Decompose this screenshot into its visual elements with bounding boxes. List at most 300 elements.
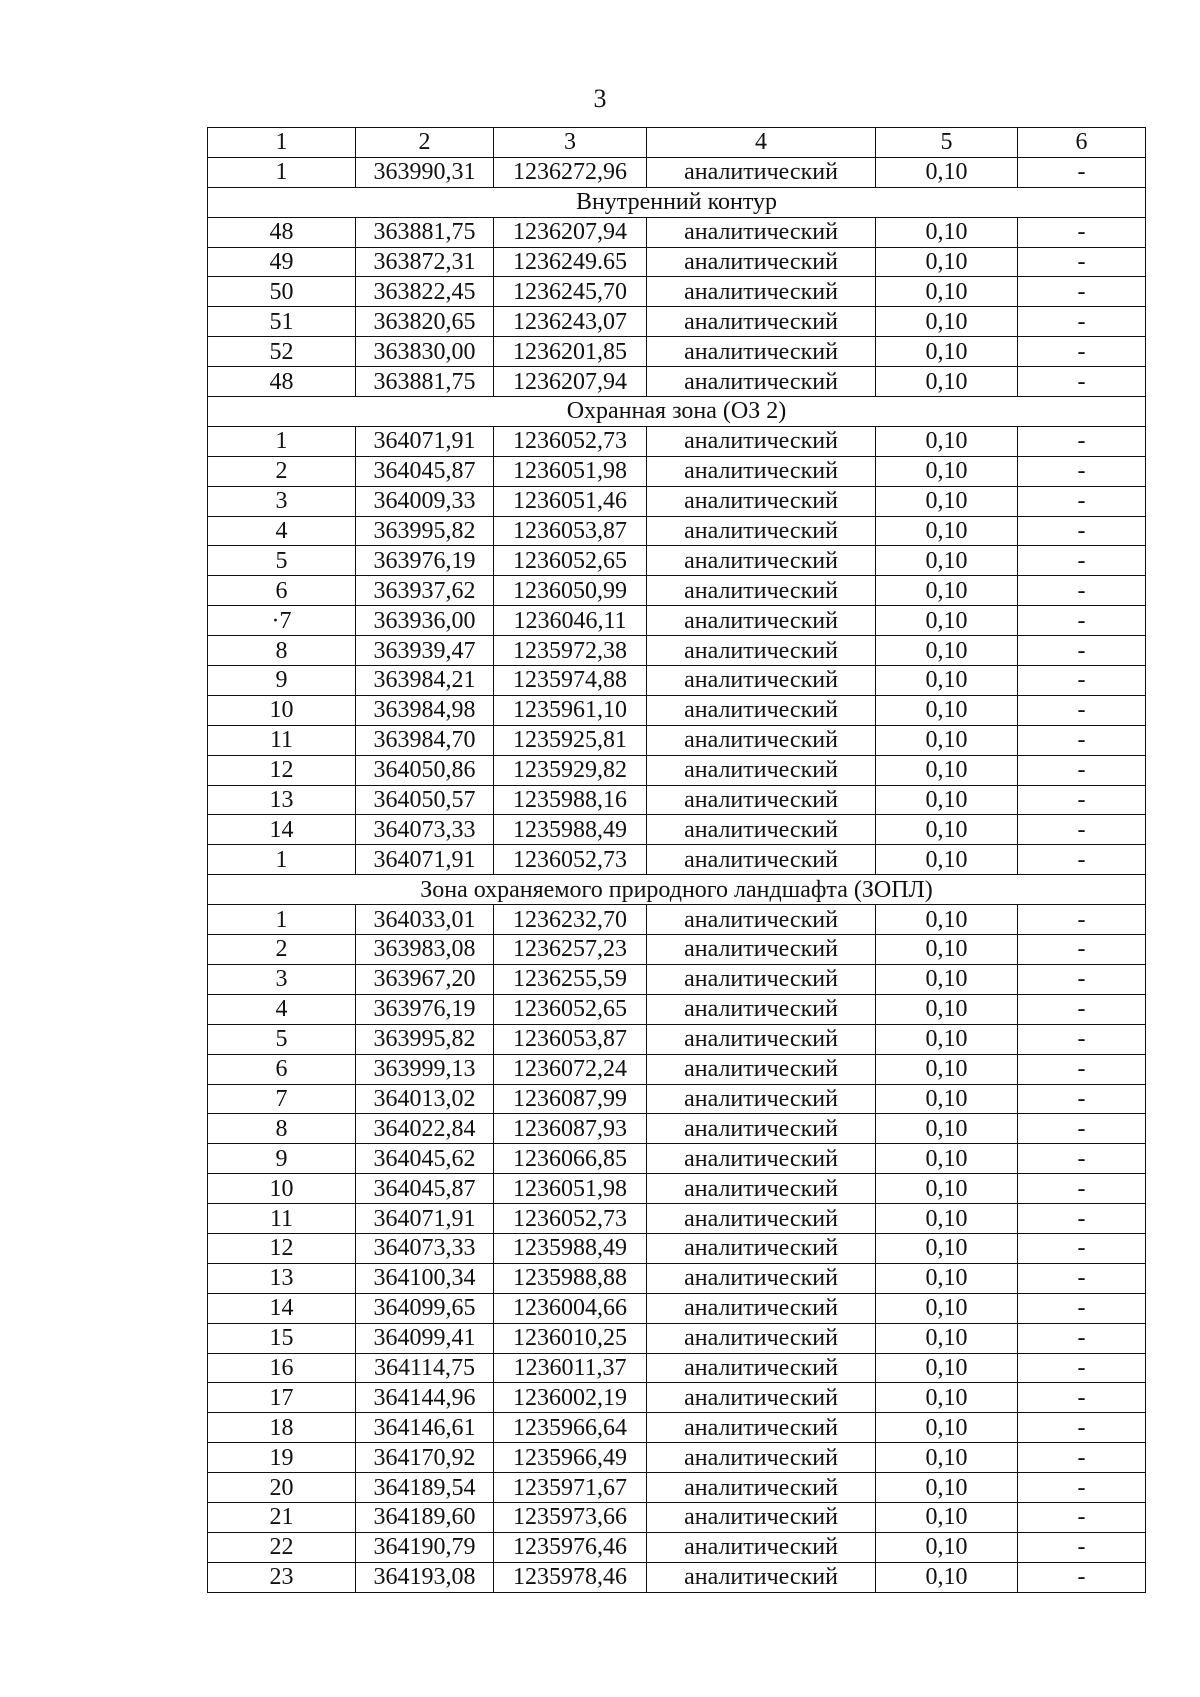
- y-coordinate-cell: 1236052,73: [494, 426, 647, 456]
- accuracy-cell: 0,10: [876, 666, 1018, 696]
- point-number-cell: 13: [208, 785, 356, 815]
- x-coordinate-cell: 363881,75: [356, 217, 494, 247]
- method-cell: аналитический: [647, 337, 876, 367]
- table-row: [208, 1024, 1146, 1054]
- x-coordinate-cell: 364022,84: [356, 1114, 494, 1144]
- note-cell: -: [1018, 964, 1146, 994]
- y-coordinate-cell: 1235961,10: [494, 695, 647, 725]
- accuracy-cell: 0,10: [876, 1562, 1018, 1592]
- accuracy-cell: 0,10: [876, 247, 1018, 277]
- table-row: [208, 1174, 1146, 1204]
- y-coordinate-cell: 1235973,66: [494, 1502, 647, 1532]
- accuracy-cell: 0,10: [876, 1263, 1018, 1293]
- accuracy-cell: 0,10: [876, 307, 1018, 337]
- x-coordinate-cell: 364071,91: [356, 845, 494, 875]
- point-number-cell: 52: [208, 337, 356, 367]
- x-coordinate-cell: 364099,41: [356, 1323, 494, 1353]
- point-number-cell: 12: [208, 755, 356, 785]
- method-cell: аналитический: [647, 1084, 876, 1114]
- table-row: [208, 845, 1146, 875]
- accuracy-cell: 0,10: [876, 905, 1018, 935]
- note-cell: -: [1018, 1293, 1146, 1323]
- method-cell: аналитический: [647, 666, 876, 696]
- accuracy-cell: 0,10: [876, 456, 1018, 486]
- accuracy-cell: 0,10: [876, 217, 1018, 247]
- method-cell: аналитический: [647, 1383, 876, 1413]
- method-cell: аналитический: [647, 785, 876, 815]
- method-cell: аналитический: [647, 1024, 876, 1054]
- accuracy-cell: 0,10: [876, 1383, 1018, 1413]
- accuracy-cell: 0,10: [876, 1084, 1018, 1114]
- method-cell: аналитический: [647, 576, 876, 606]
- point-number-cell: 14: [208, 1293, 356, 1323]
- y-coordinate-cell: 1236087,99: [494, 1084, 647, 1114]
- point-number-cell: 22: [208, 1532, 356, 1562]
- accuracy-cell: 0,10: [876, 1054, 1018, 1084]
- x-coordinate-cell: 364033,01: [356, 905, 494, 935]
- point-number-cell: 5: [208, 546, 356, 576]
- point-number-cell: 2: [208, 456, 356, 486]
- table-row: [208, 1204, 1146, 1234]
- x-coordinate-cell: 363936,00: [356, 606, 494, 636]
- table-row: [208, 964, 1146, 994]
- accuracy-cell: 0,10: [876, 1353, 1018, 1383]
- point-number-cell: 5: [208, 1024, 356, 1054]
- method-cell: аналитический: [647, 636, 876, 666]
- section-title: Охранная зона (ОЗ 2): [208, 397, 1146, 427]
- point-number-cell: 15: [208, 1323, 356, 1353]
- y-coordinate-cell: 1236052,65: [494, 546, 647, 576]
- note-cell: -: [1018, 935, 1146, 965]
- y-coordinate-cell: 1236207,94: [494, 217, 647, 247]
- accuracy-cell: 0,10: [876, 1114, 1018, 1144]
- point-number-cell: 23: [208, 1562, 356, 1592]
- note-cell: -: [1018, 426, 1146, 456]
- table-row: [208, 1562, 1146, 1592]
- y-coordinate-cell: 1235988,49: [494, 1233, 647, 1263]
- table-row: [208, 695, 1146, 725]
- y-coordinate-cell: 1235978,46: [494, 1562, 647, 1592]
- point-number-cell: 6: [208, 1054, 356, 1084]
- x-coordinate-cell: 363820,65: [356, 307, 494, 337]
- method-cell: аналитический: [647, 277, 876, 307]
- accuracy-cell: 0,10: [876, 157, 1018, 187]
- y-coordinate-cell: 1236072,24: [494, 1054, 647, 1084]
- point-number-cell: 11: [208, 725, 356, 755]
- method-cell: аналитический: [647, 1502, 876, 1532]
- note-cell: -: [1018, 1204, 1146, 1234]
- table-row: [208, 307, 1146, 337]
- note-cell: -: [1018, 576, 1146, 606]
- point-number-cell: 20: [208, 1473, 356, 1503]
- accuracy-cell: 0,10: [876, 1293, 1018, 1323]
- table-row: [208, 1413, 1146, 1443]
- accuracy-cell: 0,10: [876, 964, 1018, 994]
- x-coordinate-cell: 364013,02: [356, 1084, 494, 1114]
- y-coordinate-cell: 1235966,64: [494, 1413, 647, 1443]
- method-cell: аналитический: [647, 1233, 876, 1263]
- method-cell: аналитический: [647, 456, 876, 486]
- accuracy-cell: 0,10: [876, 1024, 1018, 1054]
- header-cell: 6: [1018, 128, 1146, 158]
- header-cell: 2: [356, 128, 494, 158]
- note-cell: -: [1018, 1353, 1146, 1383]
- y-coordinate-cell: 1235929,82: [494, 755, 647, 785]
- method-cell: аналитический: [647, 426, 876, 456]
- x-coordinate-cell: 364193,08: [356, 1562, 494, 1592]
- point-number-cell: 21: [208, 1502, 356, 1532]
- table-row: [208, 426, 1146, 456]
- accuracy-cell: 0,10: [876, 606, 1018, 636]
- point-number-cell: 17: [208, 1383, 356, 1413]
- table-row: [208, 636, 1146, 666]
- method-cell: аналитический: [647, 1532, 876, 1562]
- x-coordinate-cell: 363995,82: [356, 1024, 494, 1054]
- header-row: [208, 128, 1146, 158]
- accuracy-cell: 0,10: [876, 1502, 1018, 1532]
- accuracy-cell: 0,10: [876, 1443, 1018, 1473]
- table-row: [208, 277, 1146, 307]
- note-cell: -: [1018, 1383, 1146, 1413]
- note-cell: -: [1018, 1413, 1146, 1443]
- point-number-cell: 19: [208, 1443, 356, 1473]
- method-cell: аналитический: [647, 935, 876, 965]
- x-coordinate-cell: 363822,45: [356, 277, 494, 307]
- x-coordinate-cell: 363937,62: [356, 576, 494, 606]
- note-cell: -: [1018, 755, 1146, 785]
- y-coordinate-cell: 1236046,11: [494, 606, 647, 636]
- table-body: [208, 128, 1146, 1593]
- method-cell: аналитический: [647, 217, 876, 247]
- table-row: [208, 1293, 1146, 1323]
- y-coordinate-cell: 1235971,67: [494, 1473, 647, 1503]
- x-coordinate-cell: 363939,47: [356, 636, 494, 666]
- accuracy-cell: 0,10: [876, 785, 1018, 815]
- header-cell: 4: [647, 128, 876, 158]
- y-coordinate-cell: 1236052,73: [494, 1204, 647, 1234]
- note-cell: -: [1018, 1443, 1146, 1473]
- note-cell: -: [1018, 666, 1146, 696]
- note-cell: -: [1018, 486, 1146, 516]
- accuracy-cell: 0,10: [876, 486, 1018, 516]
- method-cell: аналитический: [647, 905, 876, 935]
- note-cell: -: [1018, 277, 1146, 307]
- accuracy-cell: 0,10: [876, 277, 1018, 307]
- point-number-cell: 11: [208, 1204, 356, 1234]
- point-number-cell: 3: [208, 486, 356, 516]
- header-cell: 3: [494, 128, 647, 158]
- x-coordinate-cell: 364190,79: [356, 1532, 494, 1562]
- x-coordinate-cell: 364189,54: [356, 1473, 494, 1503]
- method-cell: аналитический: [647, 695, 876, 725]
- accuracy-cell: 0,10: [876, 1233, 1018, 1263]
- point-number-cell: 4: [208, 516, 356, 546]
- point-number-cell: 1: [208, 426, 356, 456]
- y-coordinate-cell: 1236245,70: [494, 277, 647, 307]
- table-row: [208, 1502, 1146, 1532]
- note-cell: -: [1018, 456, 1146, 486]
- x-coordinate-cell: 364009,33: [356, 486, 494, 516]
- y-coordinate-cell: 1236053,87: [494, 516, 647, 546]
- point-number-cell: 7: [208, 1084, 356, 1114]
- y-coordinate-cell: 1236002,19: [494, 1383, 647, 1413]
- point-number-cell: 9: [208, 1144, 356, 1174]
- point-number-cell: 1: [208, 905, 356, 935]
- x-coordinate-cell: 363983,08: [356, 935, 494, 965]
- x-coordinate-cell: 364050,86: [356, 755, 494, 785]
- y-coordinate-cell: 1236201,85: [494, 337, 647, 367]
- accuracy-cell: 0,10: [876, 1204, 1018, 1234]
- x-coordinate-cell: 363976,19: [356, 546, 494, 576]
- x-coordinate-cell: 364045,87: [356, 1174, 494, 1204]
- table-row: [208, 725, 1146, 755]
- point-number-cell: 51: [208, 307, 356, 337]
- note-cell: -: [1018, 1532, 1146, 1562]
- accuracy-cell: 0,10: [876, 845, 1018, 875]
- x-coordinate-cell: 363984,70: [356, 725, 494, 755]
- note-cell: -: [1018, 247, 1146, 277]
- x-coordinate-cell: 363967,20: [356, 964, 494, 994]
- point-number-cell: 14: [208, 815, 356, 845]
- table-row: [208, 1084, 1146, 1114]
- y-coordinate-cell: 1235972,38: [494, 636, 647, 666]
- section-title: Зона охраняемого природного ландшафта (ЗОПЛ): [208, 875, 1146, 905]
- note-cell: -: [1018, 636, 1146, 666]
- method-cell: аналитический: [647, 546, 876, 576]
- x-coordinate-cell: 364071,91: [356, 426, 494, 456]
- table-row: [208, 1443, 1146, 1473]
- method-cell: аналитический: [647, 1413, 876, 1443]
- note-cell: -: [1018, 1114, 1146, 1144]
- method-cell: аналитический: [647, 516, 876, 546]
- y-coordinate-cell: 1236010,25: [494, 1323, 647, 1353]
- y-coordinate-cell: 1236051,46: [494, 486, 647, 516]
- x-coordinate-cell: 364050,57: [356, 785, 494, 815]
- point-number-cell: 3: [208, 964, 356, 994]
- note-cell: -: [1018, 725, 1146, 755]
- point-number-cell: 48: [208, 367, 356, 397]
- x-coordinate-cell: 363976,19: [356, 994, 494, 1024]
- method-cell: аналитический: [647, 964, 876, 994]
- table-row: [208, 1263, 1146, 1293]
- table-row: [208, 1353, 1146, 1383]
- note-cell: -: [1018, 1084, 1146, 1114]
- table-row: [208, 1233, 1146, 1263]
- note-cell: -: [1018, 905, 1146, 935]
- note-cell: -: [1018, 695, 1146, 725]
- point-number-cell: 1: [208, 845, 356, 875]
- accuracy-cell: 0,10: [876, 1473, 1018, 1503]
- x-coordinate-cell: 363984,21: [356, 666, 494, 696]
- x-coordinate-cell: 364189,60: [356, 1502, 494, 1532]
- note-cell: -: [1018, 1144, 1146, 1174]
- method-cell: аналитический: [647, 1174, 876, 1204]
- table-row: [208, 546, 1146, 576]
- y-coordinate-cell: 1235988,49: [494, 815, 647, 845]
- point-number-cell: 18: [208, 1413, 356, 1443]
- y-coordinate-cell: 1236207,94: [494, 367, 647, 397]
- accuracy-cell: 0,10: [876, 516, 1018, 546]
- y-coordinate-cell: 1236011,37: [494, 1353, 647, 1383]
- section-title: Внутренний контур: [208, 187, 1146, 217]
- table-row: [208, 217, 1146, 247]
- table-row: [208, 486, 1146, 516]
- x-coordinate-cell: 363995,82: [356, 516, 494, 546]
- note-cell: -: [1018, 516, 1146, 546]
- table-row: [208, 367, 1146, 397]
- method-cell: аналитический: [647, 1114, 876, 1144]
- method-cell: аналитический: [647, 157, 876, 187]
- method-cell: аналитический: [647, 725, 876, 755]
- page-number: 3: [593, 84, 607, 113]
- accuracy-cell: 0,10: [876, 994, 1018, 1024]
- y-coordinate-cell: 1236051,98: [494, 456, 647, 486]
- note-cell: -: [1018, 157, 1146, 187]
- x-coordinate-cell: 364114,75: [356, 1353, 494, 1383]
- y-coordinate-cell: 1236232,70: [494, 905, 647, 935]
- table-row: [208, 456, 1146, 486]
- point-number-cell: ·7: [208, 606, 356, 636]
- point-number-cell: 2: [208, 935, 356, 965]
- y-coordinate-cell: 1236050,99: [494, 576, 647, 606]
- note-cell: -: [1018, 337, 1146, 367]
- y-coordinate-cell: 1235976,46: [494, 1532, 647, 1562]
- point-number-cell: 4: [208, 994, 356, 1024]
- table-row: [208, 994, 1146, 1024]
- point-number-cell: 8: [208, 1114, 356, 1144]
- table-row: [208, 815, 1146, 845]
- x-coordinate-cell: 364099,65: [356, 1293, 494, 1323]
- note-cell: -: [1018, 1323, 1146, 1353]
- table-row: [208, 1144, 1146, 1174]
- method-cell: аналитический: [647, 486, 876, 516]
- note-cell: -: [1018, 1473, 1146, 1503]
- method-cell: аналитический: [647, 815, 876, 845]
- note-cell: -: [1018, 994, 1146, 1024]
- table-row: [208, 247, 1146, 277]
- x-coordinate-cell: 364170,92: [356, 1443, 494, 1473]
- table-row: [208, 785, 1146, 815]
- point-number-cell: 13: [208, 1263, 356, 1293]
- table-row: [208, 1323, 1146, 1353]
- accuracy-cell: 0,10: [876, 935, 1018, 965]
- accuracy-cell: 0,10: [876, 337, 1018, 367]
- accuracy-cell: 0,10: [876, 1413, 1018, 1443]
- x-coordinate-cell: 364144,96: [356, 1383, 494, 1413]
- table-row: [208, 606, 1146, 636]
- note-cell: -: [1018, 1263, 1146, 1293]
- section-row: [208, 875, 1146, 905]
- method-cell: аналитический: [647, 307, 876, 337]
- table-row: [208, 576, 1146, 606]
- x-coordinate-cell: 363990,31: [356, 157, 494, 187]
- method-cell: аналитический: [647, 247, 876, 277]
- method-cell: аналитический: [647, 1293, 876, 1323]
- note-cell: -: [1018, 606, 1146, 636]
- accuracy-cell: 0,10: [876, 755, 1018, 785]
- table-row: [208, 1532, 1146, 1562]
- x-coordinate-cell: 363881,75: [356, 367, 494, 397]
- method-cell: аналитический: [647, 1323, 876, 1353]
- note-cell: -: [1018, 1024, 1146, 1054]
- note-cell: -: [1018, 1562, 1146, 1592]
- method-cell: аналитический: [647, 1353, 876, 1383]
- method-cell: аналитический: [647, 1204, 876, 1234]
- note-cell: -: [1018, 845, 1146, 875]
- x-coordinate-cell: 363999,13: [356, 1054, 494, 1084]
- y-coordinate-cell: 1235974,88: [494, 666, 647, 696]
- method-cell: аналитический: [647, 755, 876, 785]
- accuracy-cell: 0,10: [876, 1174, 1018, 1204]
- accuracy-cell: 0,10: [876, 426, 1018, 456]
- accuracy-cell: 0,10: [876, 546, 1018, 576]
- table-row: [208, 1054, 1146, 1084]
- y-coordinate-cell: 1236087,93: [494, 1114, 647, 1144]
- table-row: [208, 516, 1146, 546]
- note-cell: -: [1018, 367, 1146, 397]
- y-coordinate-cell: 1236052,73: [494, 845, 647, 875]
- table-row: [208, 1383, 1146, 1413]
- note-cell: -: [1018, 1233, 1146, 1263]
- table-row: [208, 1114, 1146, 1144]
- accuracy-cell: 0,10: [876, 1323, 1018, 1353]
- table-row: [208, 337, 1146, 367]
- section-row: [208, 397, 1146, 427]
- method-cell: аналитический: [647, 606, 876, 636]
- point-number-cell: 50: [208, 277, 356, 307]
- x-coordinate-cell: 364100,34: [356, 1263, 494, 1293]
- point-number-cell: 16: [208, 1353, 356, 1383]
- header-cell: 5: [876, 128, 1018, 158]
- point-number-cell: 10: [208, 1174, 356, 1204]
- y-coordinate-cell: 1236257,23: [494, 935, 647, 965]
- x-coordinate-cell: 364045,87: [356, 456, 494, 486]
- y-coordinate-cell: 1236066,85: [494, 1144, 647, 1174]
- y-coordinate-cell: 1236004,66: [494, 1293, 647, 1323]
- table-row: [208, 905, 1146, 935]
- accuracy-cell: 0,10: [876, 725, 1018, 755]
- y-coordinate-cell: 1236053,87: [494, 1024, 647, 1054]
- note-cell: -: [1018, 785, 1146, 815]
- accuracy-cell: 0,10: [876, 576, 1018, 606]
- note-cell: -: [1018, 1502, 1146, 1532]
- note-cell: -: [1018, 1054, 1146, 1084]
- table-row: [208, 935, 1146, 965]
- y-coordinate-cell: 1235966,49: [494, 1443, 647, 1473]
- table-row: [208, 666, 1146, 696]
- y-coordinate-cell: 1236255,59: [494, 964, 647, 994]
- method-cell: аналитический: [647, 1473, 876, 1503]
- method-cell: аналитический: [647, 1144, 876, 1174]
- y-coordinate-cell: 1236052,65: [494, 994, 647, 1024]
- x-coordinate-cell: 363872,31: [356, 247, 494, 277]
- note-cell: -: [1018, 307, 1146, 337]
- point-number-cell: 9: [208, 666, 356, 696]
- y-coordinate-cell: 1235988,16: [494, 785, 647, 815]
- point-number-cell: 12: [208, 1233, 356, 1263]
- coordinates-table: [207, 127, 1146, 1593]
- x-coordinate-cell: 364071,91: [356, 1204, 494, 1234]
- y-coordinate-cell: 1236243,07: [494, 307, 647, 337]
- x-coordinate-cell: 364073,33: [356, 815, 494, 845]
- point-number-cell: 10: [208, 695, 356, 725]
- accuracy-cell: 0,10: [876, 815, 1018, 845]
- y-coordinate-cell: 1236051,98: [494, 1174, 647, 1204]
- y-coordinate-cell: 1235925,81: [494, 725, 647, 755]
- method-cell: аналитический: [647, 994, 876, 1024]
- method-cell: аналитический: [647, 1443, 876, 1473]
- method-cell: аналитический: [647, 1263, 876, 1293]
